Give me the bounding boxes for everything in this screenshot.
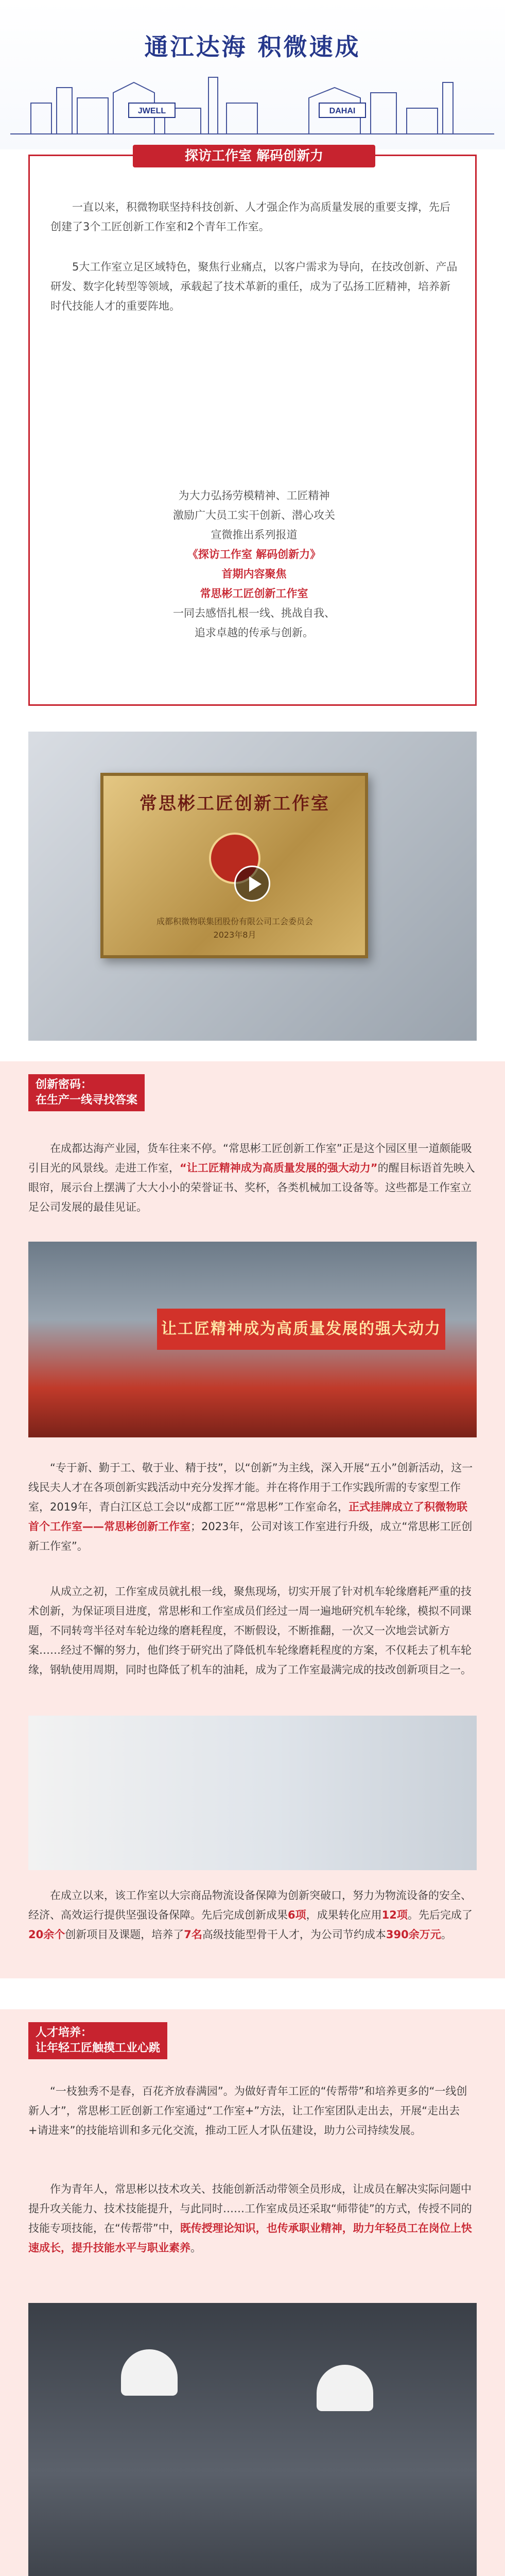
training-photo — [28, 2303, 477, 2576]
plaque-video-thumbnail[interactable] — [28, 732, 477, 1041]
play-icon[interactable] — [234, 866, 270, 902]
dahai-logo-text: DAHAI — [329, 107, 356, 115]
section-innovation-badge: 创新密码： 在生产一线寻找答案 — [28, 1074, 145, 1111]
section1-paragraph-2: “专于新、勤于工、敬于业、精于技”，以“创新”为主线，深入开展“五小”创新活动，这一线民夫人才在各项创新实践活动中充分发挥才能。并在将作用于工作实践所需的专家型工作室，2019年，青白江区总工会以“成都工匠”“常思彬”工作室命名，正式挂牌成立了积微物联首个工作室——常思彬创新工作室；2023年，公司对该工作室进行升级，成立“常思彬工匠创新工作室”。 — [28, 1462, 473, 1552]
page-slogan: 通江达海 积微速成 — [144, 33, 361, 61]
verse-line: 一同去感悟扎根一线、挑战自我、 — [173, 607, 335, 619]
verse-line: 《探访工作室 解码创新力》 — [187, 548, 321, 561]
section1-paragraph-4: 在成立以来，该工作室以大宗商品物流设备保障为创新突破口，努力为物流设备的安全、经济、高效运行提供坚强设备保障。先后完成创新成果6项，成果转化应用12项。先后完成了20余个创新项目及课题，培养了7名高级技能型骨干人才，为公司节约成本390余万元。 — [28, 1889, 473, 1941]
slogan-banner: 让工匠精神成为高质量发展的强大动力 — [157, 1309, 445, 1350]
verse-line: 首期内容聚焦 — [221, 568, 287, 580]
verse-line: 宣微推出系列报道 — [211, 529, 298, 541]
workshop-photo — [28, 1242, 477, 1437]
hard-hat-icon — [121, 2349, 178, 2396]
intro-verse — [30, 486, 478, 642]
studio-plaque — [100, 773, 368, 958]
verse-line: 常思彬工匠创新工作室 — [200, 587, 308, 600]
section2-paragraph-2: 作为青年人，常思彬以技术攻关、技能创新活动带领全员形成，让成员在解决实际问题中提升攻关能力、技术技能提升，与此同时……工作室成员还采取“师带徒”的方式，传授不同的技能专项技能，在“传帮带”中，既传授理论知识，也传承职业精神，助力年轻员工在岗位上快速成长，提升技能水平与职业素养。 — [28, 2183, 472, 2254]
section1-paragraph-1: 在成都达海产业园，货车往来不停。“常思彬工匠创新工作室”正是这个园区里一道颇能吸引目光的风景线。走进工作室，“让工匠精神成为高质量发展的强大动力”的醒目标语首先映入眼帘，展示台上摆满了大大小小的荣誉证书、奖杯，各类机械加工设备等。这些都是工作室立足公司发展的最佳见证。 — [28, 1142, 475, 1213]
verse-line: 为大力弘扬劳模精神、工匠精神 — [178, 489, 330, 502]
jwell-logo — [129, 103, 175, 117]
intro-paragraph-2: 5大工作室立足区域特色，聚焦行业痛点，以客户需求为导向，在技改创新、产品研发、数字化转型等领域，承载起了技术革新的重任，成为了弘扬工匠精神，培养新时代技能人才的重要阵地。 — [50, 261, 458, 312]
intro-body — [50, 197, 458, 336]
plaque-title: 常思彬工匠创新工作室 — [140, 793, 330, 814]
dahai-logo — [319, 103, 365, 117]
header-banner — [0, 0, 505, 149]
intro-panel — [28, 148, 477, 706]
honors-wall-photo — [28, 1716, 477, 1870]
verse-line: 激励广大员工实干创新、潜心攻关 — [173, 509, 335, 521]
jwell-logo-text: JWELL — [137, 107, 166, 115]
industrial-skyline-illustration — [0, 67, 505, 144]
section1-paragraph-3: 从成立之初，工作室成员就扎根一线，聚焦现场，切实开展了针对机车轮缘磨耗严重的技术创新，为保证项目进度，常思彬和工作室成员们经过一周一遍地研究机车轮缘，模拟不同课题，不同转弯半径对车轮边缘的磨耗程度，不断假设，不断推翻，一次又一次地尝试新方案……经过不懈的努力，他们终于研究出了降低机车轮缘磨耗程度的方案，不仅耗去了机车轮缘，钢轨使用周期，同时也降低了机车的油耗，成为了工作室最满完成的技改创新项目之一。 — [28, 1585, 472, 1676]
intro-paragraph-1: 一直以来，积微物联坚持科技创新、人才强企作为高质量发展的重要支撑，先后创建了3个工匠创新工作室和2个青年工作室。 — [50, 201, 450, 233]
hard-hat-icon — [317, 2365, 373, 2411]
intro-section-tag: 探访工作室 解码创新力 — [133, 145, 375, 167]
section2-paragraph-1: “一枝独秀不是春，百花齐放春满园”。为做好青年工匠的“传帮带”和培养更多的“一线创新人才”，常思彬工匠创新工作室通过“工作室+”方法，让工作室团队走出去，开展“走出去+请进来”的技能培训和多元化交流，推动工匠人才队伍建设，助力公司持续发展。 — [28, 2085, 467, 2137]
plaque-footer: 成都积微物联集团股份有限公司工会委员会 2023年8月 — [156, 917, 313, 940]
section-talent-badge: 人才培养： 让年轻工匠触摸工业心跳 — [28, 2022, 167, 2059]
verse-line: 追求卓越的传承与创新。 — [195, 626, 314, 639]
